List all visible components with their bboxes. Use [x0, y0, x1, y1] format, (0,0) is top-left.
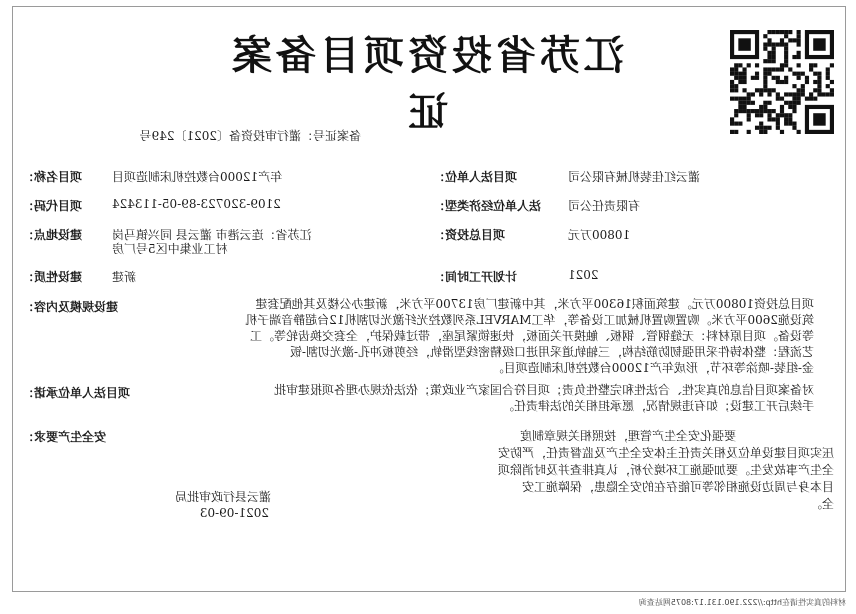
economic-type-label: 法人单位经济类型： — [433, 199, 542, 213]
verification-note: 材料的真实性请在http://222.190.131.17:8075网站查询 — [638, 598, 846, 607]
scale-line: 项目总投资10800万元。建筑面积16300平方米，其中新建厂房13700平方米，新建办公楼及其他配套建 — [255, 297, 814, 311]
legal-unit-label: 项目法人单位： — [433, 170, 518, 184]
commitment-content — [134, 382, 814, 414]
nature: 新建 — [112, 270, 137, 284]
scale-line: 艺流程：整体铸件采用强韧防筋结构，三轴轨道采用进口级精密线型滑轨，经剪板冲孔-激光切割-钣 — [289, 345, 814, 359]
location-line-1: 江苏省：连云港市 灌云县 同兴镇马岗 — [112, 228, 312, 242]
economic-type: 有限责任公司 — [568, 199, 641, 213]
total-investment-label: 项目总投资： — [433, 228, 506, 242]
safety-line: 全生产事故发生。要加强施工环境分析，认真排查并及时消除项 — [497, 463, 834, 477]
scale-line: 筑设施2600平方米。购置购置机械加工设备等，华工MARVEL系列数控光纤激光切割机12台超静音端子机 — [245, 313, 814, 327]
safety-line: 要强化安全生产管理，按照相关规章制度 — [519, 429, 736, 443]
legal-unit: 灌云红佳装机械有限公司 — [568, 170, 701, 184]
start-time-label: 计划开工时间： — [433, 270, 518, 284]
safety-line: 目本身与周边设施相邻等可能存在的安全隐患，保障施工安 — [521, 480, 834, 494]
issue-date: 2021-09-03 — [199, 506, 269, 520]
safety-line: 压实项目建设单位及相关责任主体安全生产及监督责任，严防安 — [497, 446, 834, 460]
safety-label: 安全生产要求： — [22, 430, 107, 444]
scale-line: 等设备。项目原材料：无缝钢管、钢板、触摸开关面板，快速锁紧尾座，带过载保护，全套交换齿轮等。工 — [249, 329, 814, 343]
location-label: 建设地点： — [22, 228, 83, 242]
project-name: 年产12000台数控机床制造项目 — [112, 170, 283, 184]
safety-line: 全。 — [809, 497, 834, 511]
commitment-label: 项目法人单位承诺： — [22, 386, 131, 400]
total-investment: 10800万元 — [568, 228, 631, 242]
commitment-line: 对备案项目信息的真实性、合法性和完整性负责；项目符合国家产业政策；依法依规办理各项报建审批 — [273, 383, 814, 397]
certificate-title: 江苏省投资项目备案证 — [228, 32, 624, 136]
project-name-label: 项目名称： — [22, 170, 83, 184]
nature-label: 建设性质： — [22, 270, 83, 284]
scale-line: 金-组装-喷涂等环节，形成年产12000台数控机床制造项目。 — [491, 361, 814, 375]
issuing-authority: 灌云县行政审批局 — [174, 490, 271, 504]
location-line-2: 村工业集中区5号厂房 — [112, 242, 228, 256]
safety-content — [428, 428, 834, 513]
scale-label: 建设规模及内容： — [22, 300, 119, 314]
project-code: 2109-320723-89-05-113424 — [112, 197, 281, 211]
certificate-number: 备案证号：灌行审投资备〔2021〕249号 — [139, 129, 361, 143]
qr-code — [730, 30, 834, 134]
commitment-line: 手续后开工建设；如有违规情况，愿承担相关的法律责任。 — [501, 399, 814, 413]
start-time: 2021 — [568, 268, 599, 282]
project-code-label: 项目代码： — [22, 199, 83, 213]
scale-content — [114, 296, 814, 376]
